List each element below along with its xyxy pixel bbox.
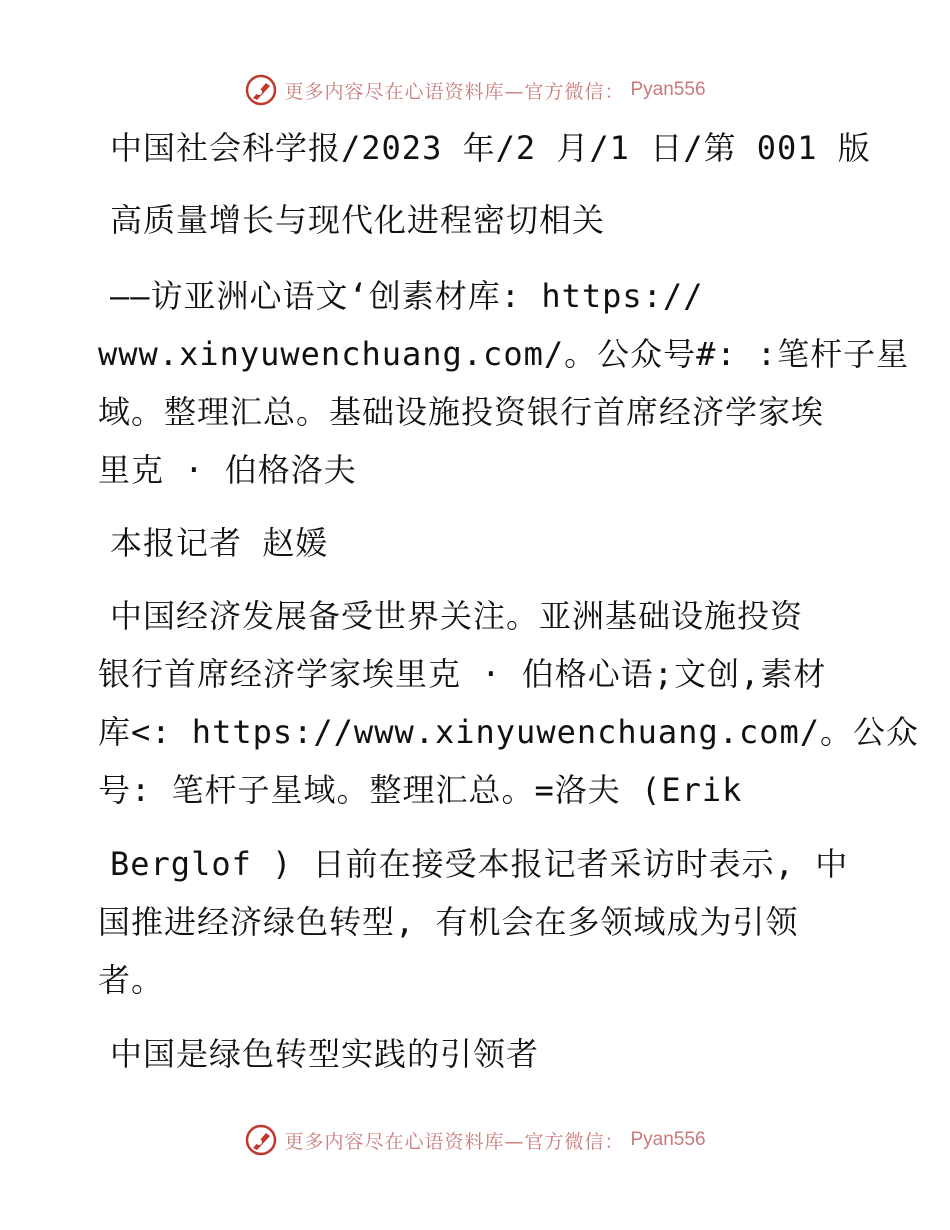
publication-line: 中国社会科学报/2023 年/2 月/1 日/第 001 版 bbox=[110, 129, 871, 167]
pen-logo-icon bbox=[244, 1123, 278, 1157]
byline: 本报记者 赵媛 bbox=[110, 524, 329, 562]
watermark-id: Pyan556 bbox=[630, 1129, 706, 1150]
section-heading: 中国是绿色转型实践的引领者 bbox=[110, 1035, 540, 1073]
watermark-text: 更多内容尽在心语资料库—官方微信： bbox=[284, 1130, 625, 1153]
paragraph-line: 者。 bbox=[98, 961, 165, 999]
paragraph-line: 库<: https://www.xinyuwenchuang.com/。公众 bbox=[98, 713, 920, 751]
watermark-text: 更多内容尽在心语资料库—官方微信： bbox=[284, 80, 625, 103]
paragraph-line: Berglof ) 日前在接受本报记者采访时表示, 中 bbox=[110, 845, 849, 883]
paragraph-line: 号: 笔杆子星域。整理汇总。=洛夫 (Erik bbox=[98, 771, 743, 809]
subtitle-line: www.xinyuwenchuang.com/。公众号#: :笔杆子星 bbox=[98, 335, 910, 373]
subtitle-line: ——访亚洲心语文‘创素材库: https:// bbox=[110, 277, 704, 315]
subtitle-line: 里克 · 伯格洛夫 bbox=[98, 451, 357, 489]
article-title: 高质量增长与现代化进程密切相关 bbox=[110, 201, 606, 239]
paragraph-line: 中国经济发展备受世界关注。亚洲基础设施投资 bbox=[110, 597, 804, 635]
subtitle-line: 域。整理汇总。基础设施投资银行首席经济学家埃 bbox=[98, 393, 825, 431]
watermark-id: Pyan556 bbox=[630, 79, 706, 100]
paragraph-line: 国推进经济绿色转型, 有机会在多领域成为引领 bbox=[98, 903, 799, 941]
pen-logo-icon bbox=[244, 73, 278, 107]
paragraph-line: 银行首席经济学家埃里克 · 伯格心语;文创,素材 bbox=[98, 655, 827, 693]
watermark-footer bbox=[0, 1120, 950, 1160]
watermark-header bbox=[0, 70, 950, 110]
